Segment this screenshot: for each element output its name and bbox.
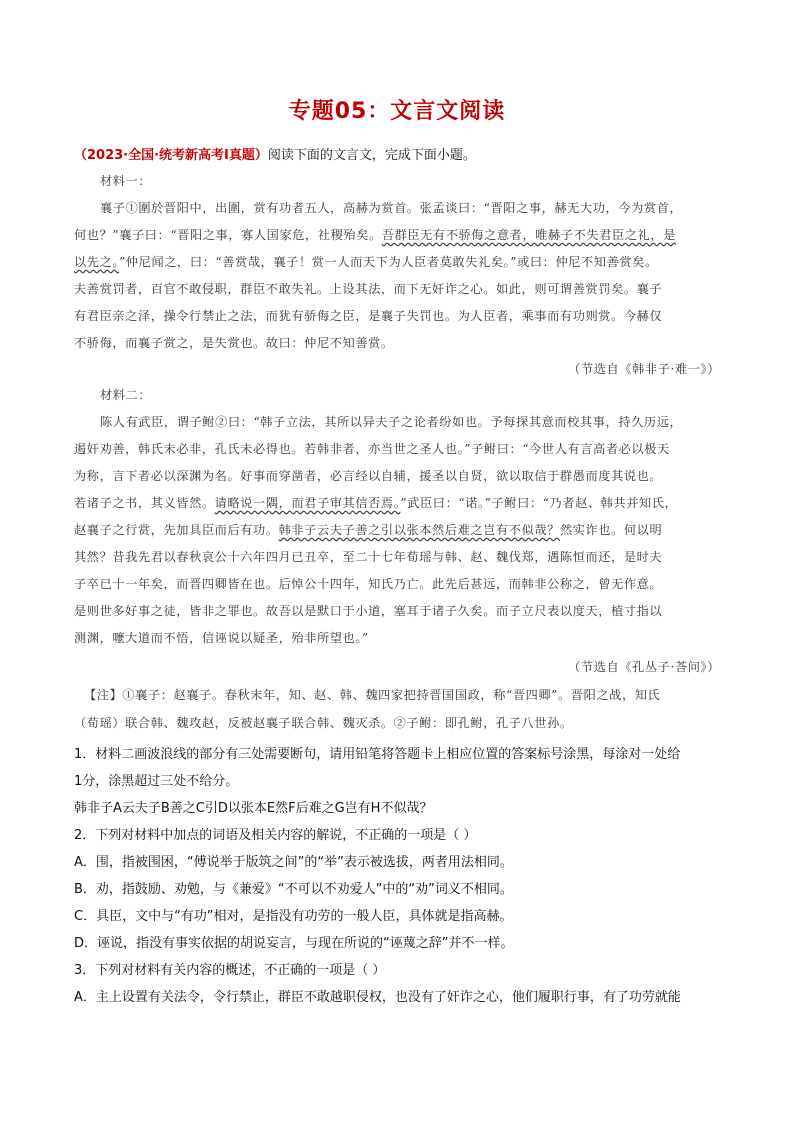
- material2-source: （节选自《孔丛子·荅问》）: [568, 660, 720, 674]
- material2-line: 陈人有武臣，谓子鲋②曰：“韩子立法，其所以异夫子之论者纷如也。予每探其意而校其事，持久历远，: [100, 415, 683, 429]
- question-line: 1分，涂黑超过三处不给分。: [74, 774, 239, 789]
- material1-line: 襄子①圍於晋阳中，出圍，赏有功者五人，高赫为赏首。张孟谈曰：“晋阳之事，赫无大功，今为赏首，: [100, 201, 683, 215]
- question-line: 2．下列对材料中加点的词语及相关内容的解说，不正确的一项是（ ）: [74, 828, 477, 843]
- material1-source: （节选自《韩非子·难一》）: [568, 362, 720, 376]
- material1-text: 何也？”襄子曰：“晋阳之事，寡人国家危，社稷殆矣。: [74, 228, 382, 242]
- source-tag: （2023·全国·统考新高考Ⅰ真题）: [74, 148, 268, 163]
- question-line: 韩非子A云夫子B善之C引D以张本E然F后难之G岂有H不似哉？: [74, 801, 433, 816]
- material1-line: 不骄侮，而襄子赏之，是失赏也。故曰：仲尼不知善赏。: [74, 336, 394, 350]
- material2-text: ”武臣曰：“诺。”子鲋曰：“乃者赵、韩共并知氏，: [400, 496, 678, 510]
- material2-line: 测渊，嚒大道而不悟，信诬说以疑圣，殆非所望也。”: [74, 631, 369, 645]
- question-line: 3．下列对材料有关内容的概述，不正确的一项是（ ）: [74, 963, 386, 978]
- material1-line: 夫善赏罚者，百官不敢侵职，群臣不敢失礼。上设其法，而下无奸诈之心。如此，则可谓善赏罚矣。襄子: [74, 282, 663, 296]
- wavy-underlined-text: 以先之。: [74, 255, 120, 269]
- intro-instruction: 阅读下面的文言文，完成下面小题。: [267, 148, 476, 163]
- material2-text: 然实诈也。何以明: [559, 523, 663, 537]
- material2-text: 若诸子之书，其义皆然。: [74, 496, 215, 510]
- page-title: 专题05：文言文阅读: [288, 99, 506, 124]
- material1-line: [74, 253, 658, 270]
- material1-line: 有君臣亲之泽，操令行禁止之法，而犹有骄侮之臣，是襄子失罚也。为人臣者，乘事而有功则赏。今赫仅: [74, 309, 663, 323]
- option-line: B．劝，指鼓励、劝勉，与《兼爱》“不可以不劝爱人”中的“劝”词义不相同。: [74, 882, 513, 897]
- note-line: （荀瑶）联合韩、魏攻赵，反被赵襄子联合韩、魏灭杀。②子鲋：即孔鲋，孔子八世孙。: [74, 716, 573, 730]
- note-line: 【注】①襄子：赵襄子。春秋末年，知、赵、韩、魏四家把持晋国国政，称“晋四卿”。晋阳之战，知氏: [84, 688, 661, 702]
- material1-line: [74, 226, 676, 243]
- material2-text: 赵襄子之行赏，先加具臣而后有功。: [74, 523, 279, 537]
- material2-line: [74, 521, 662, 538]
- option-line: C．具臣，文中与“有功”相对，是指没有功劳的一般人臣，具体就是指高赫。: [74, 909, 513, 924]
- material2-line: [74, 494, 677, 511]
- material2-line: 为称，言下者必以深渊为名。好事而穿凿者，必言经以自辅，援圣以自贤，欲以取信于群愚而度其说也。: [74, 469, 663, 483]
- intro-line: [74, 144, 476, 163]
- question-line: 1．材料二画波浪线的部分有三处需要断句，请用铅笔将答题卡上相应位置的答案标号涂黑，每涂对一处给: [74, 747, 681, 762]
- material2-line: 遏奸劝善，韩氏未必非，孔氏未必得也。若韩非者，亦当世之圣人也。”子鲋曰：“今世人有言高者必以极天: [74, 442, 670, 456]
- option-line: A．围，指被围困，“傅说举于版筑之间”的“举”表示被选拔，两者用法相同。: [74, 855, 513, 870]
- material2-line: 是则世多好事之徒，皆非之罪也。故吾以是默口于小道，塞耳于诸子久矣。而子立尺表以度天，植寸指以: [74, 604, 663, 618]
- wavy-underlined-text: 请略说一隅，而君子审其信否焉。: [214, 496, 401, 510]
- material1-heading: 材料一：: [100, 174, 152, 188]
- material2-line: 子卒已十一年矣，而晋四卿皆在也。后悼公十四年，知氏乃亡。此先后甚远，而韩非公称之，曾无作意。: [74, 577, 663, 591]
- material2-line: 其然？昔我先君以春秋哀公十六年四月已丑卒，至二十七年荀瑶与韩、赵、魏伐郑，遇陈恒而还，是时夫: [74, 550, 663, 564]
- option-line: A．主上设置有关法令，令行禁止，群臣不敢越职侵权，也没有了奸诈之心，他们履职行事，有了功劳就能: [74, 990, 681, 1005]
- wavy-underlined-text: 吾群臣无有不骄侮之意者，唯赫子不失君臣之礼，是: [381, 228, 676, 242]
- wavy-underlined-text: 韩非子云夫子善之引以张本然后难之岂有不似哉？: [278, 523, 560, 537]
- option-line: D．诬说，指没有事实依据的胡说妄言，与现在所说的“诬蔑之辞”并不一样。: [74, 936, 514, 951]
- material1-text: ”仲尼闻之，曰：“善赏哉，襄子！赏一人而天下为人臣者莫敢失礼矣。”或曰：仲尼不知善赏矣。: [119, 255, 658, 269]
- material2-heading: 材料二：: [100, 388, 152, 402]
